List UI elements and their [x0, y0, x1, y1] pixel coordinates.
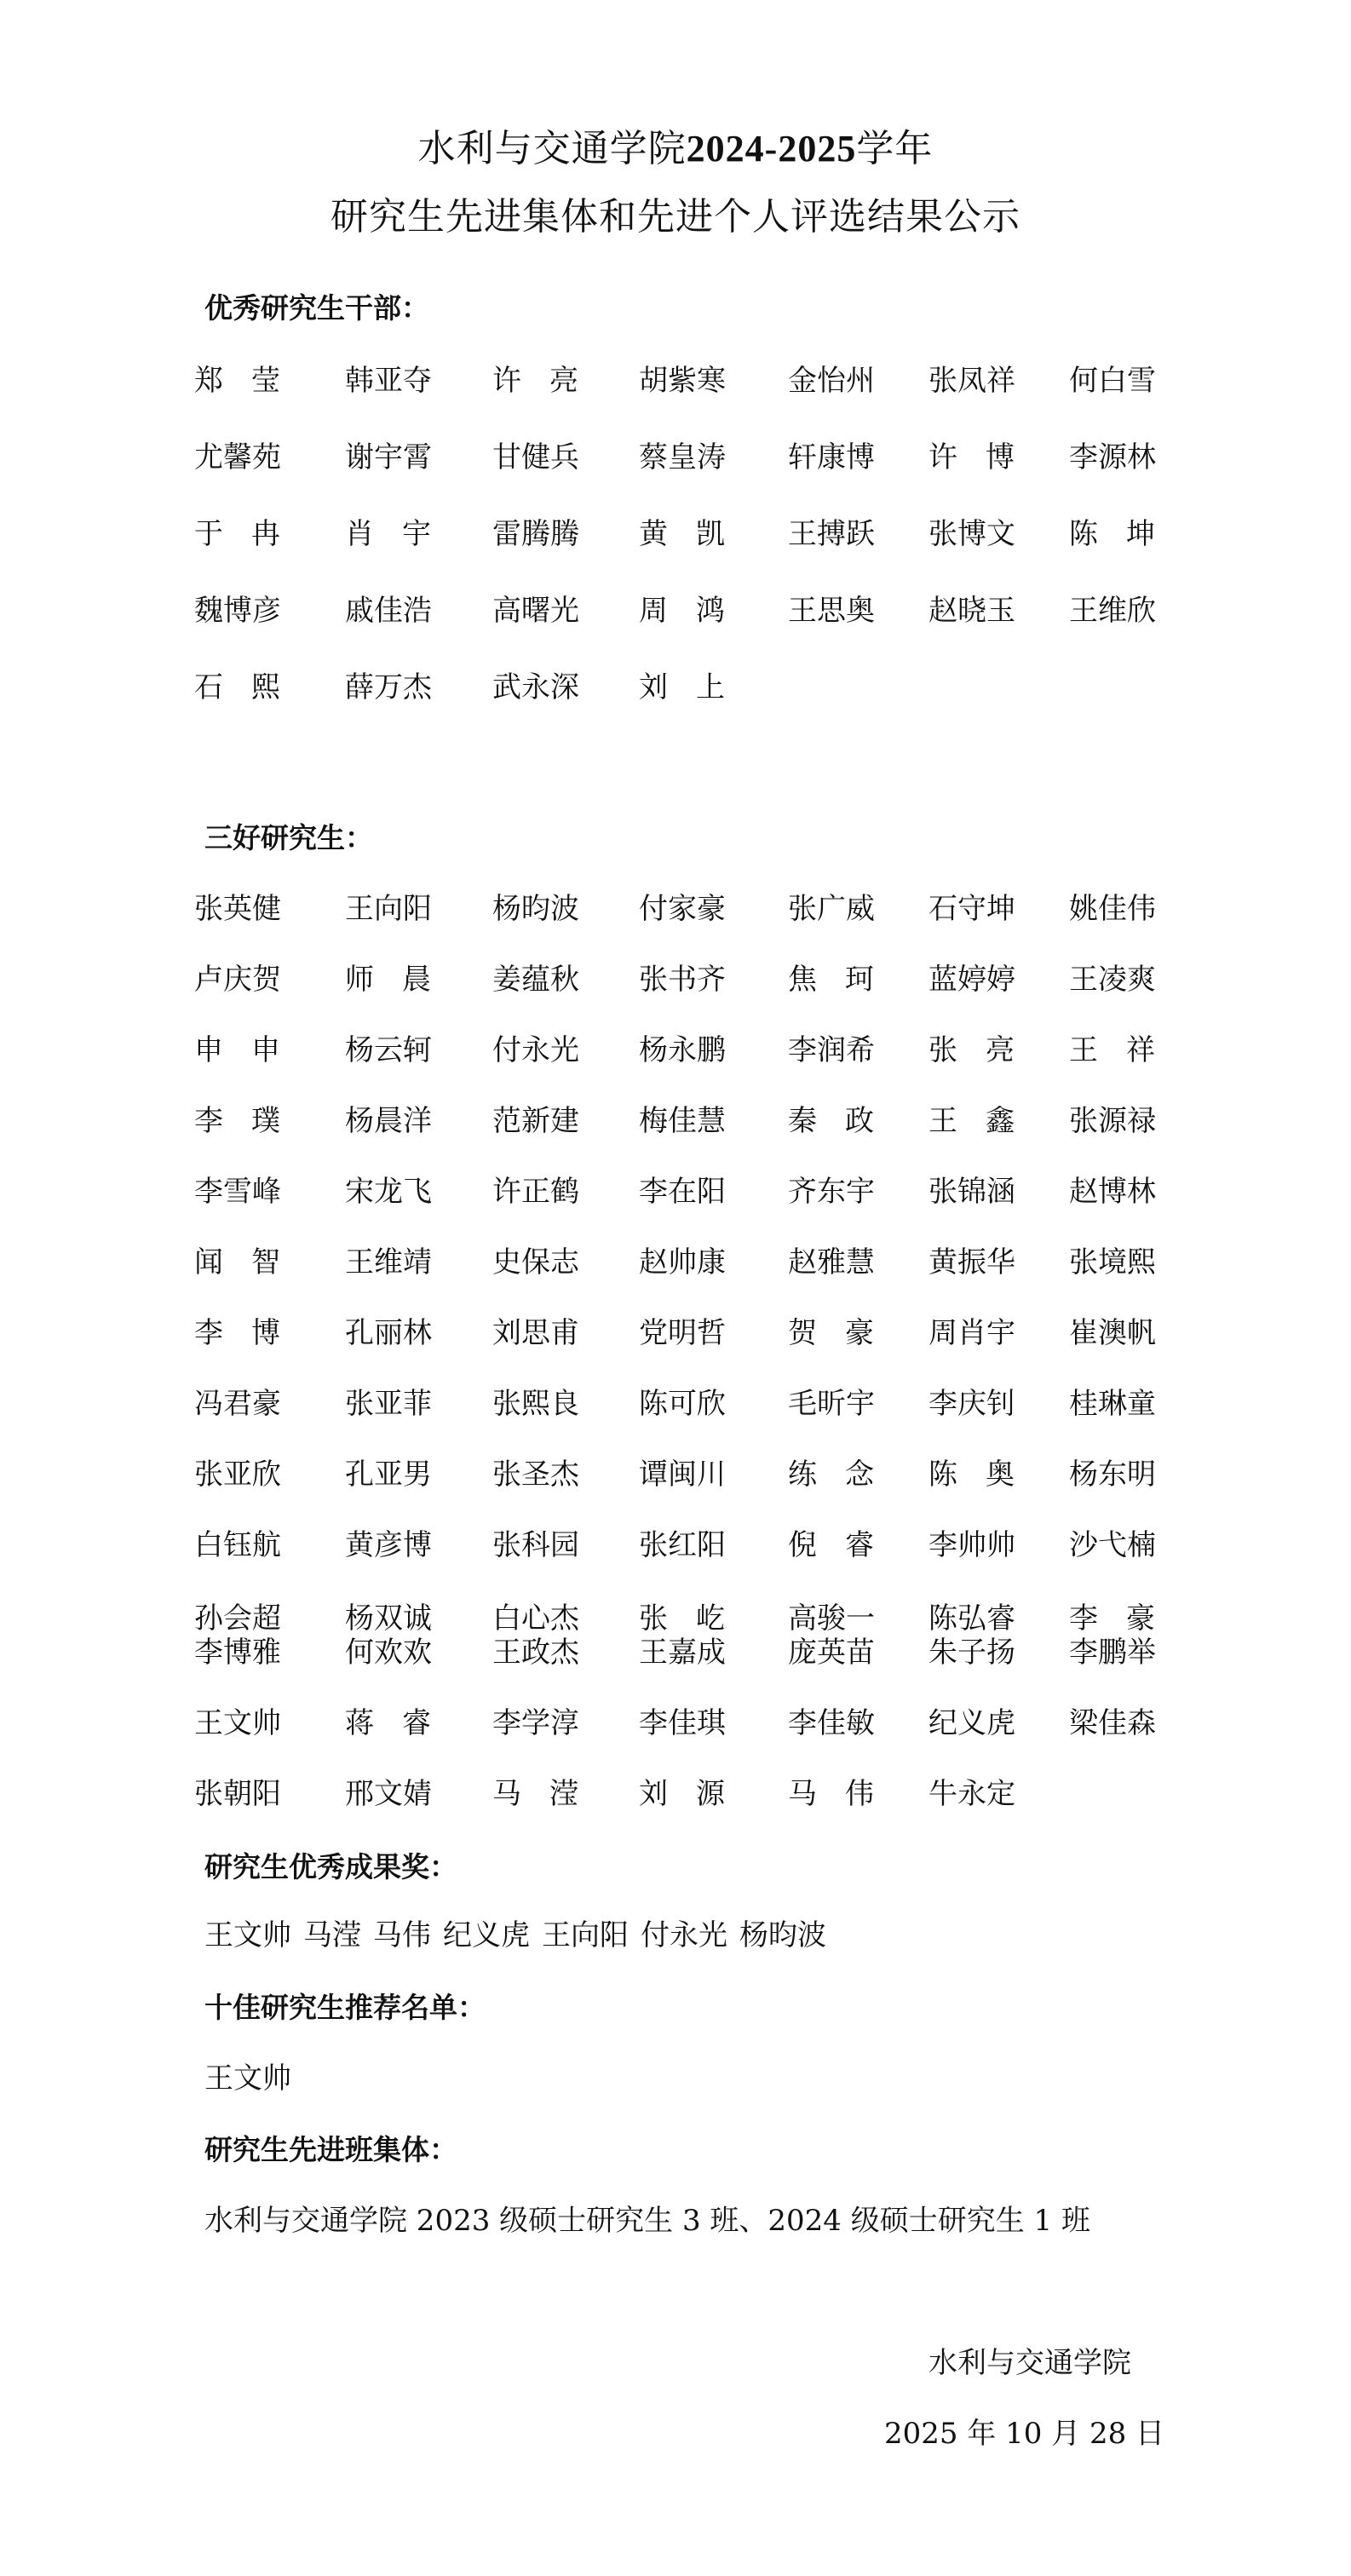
cadres-name: 周鸿 — [639, 594, 753, 628]
cadres-name: 于冉 — [194, 517, 308, 551]
three-good-name: 张朝阳 — [194, 1777, 281, 1811]
title-prefix: 水利与交通学院 — [417, 127, 687, 170]
three-good-name: 杨永鹏 — [639, 1033, 726, 1067]
cadres-heading: 优秀研究生干部： — [204, 291, 429, 325]
three-good-name: 杨东明 — [1069, 1458, 1156, 1492]
cadres-name: 王搏跃 — [788, 517, 875, 551]
cadres-name: 韩亚夺 — [345, 364, 432, 398]
three-good-name: 赵雅慧 — [788, 1245, 875, 1279]
cadres-name: 甘健兵 — [492, 440, 579, 474]
three-good-name: 蓝婷婷 — [928, 963, 1015, 997]
three-good-name: 张英健 — [194, 892, 281, 926]
cadres-name: 石熙 — [194, 670, 308, 704]
page-title-line2: 研究生先进集体和先进个人评选结果公示 — [331, 195, 1020, 239]
top-ten-heading: 十佳研究生推荐名单： — [204, 1991, 486, 2024]
three-good-name: 杨晨洋 — [345, 1104, 432, 1138]
cadres-name: 雷腾腾 — [492, 517, 579, 551]
three-good-name: 张亮 — [928, 1033, 1043, 1067]
three-good-name: 杨双诚 — [345, 1601, 432, 1636]
three-good-name: 张书齐 — [639, 963, 726, 997]
cadres-name: 张凤祥 — [928, 364, 1015, 398]
cadres-name: 谢宇霄 — [345, 440, 432, 474]
title-suffix: 学年 — [856, 127, 934, 170]
cadres-name: 许亮 — [492, 364, 607, 398]
three-good-name: 黄振华 — [928, 1245, 1015, 1279]
three-good-name: 纪义虎 — [928, 1706, 1015, 1740]
cadres-name: 许博 — [928, 440, 1043, 474]
three-good-name: 王向阳 — [345, 892, 432, 926]
three-good-name: 王鑫 — [928, 1104, 1043, 1138]
three-good-name: 周肖宇 — [928, 1316, 1015, 1350]
three-good-name: 朱子扬 — [928, 1636, 1015, 1670]
achievement-name: 付永光 — [641, 1918, 727, 1952]
three-good-name: 李庆钊 — [928, 1387, 1015, 1421]
three-good-name: 陈奥 — [928, 1458, 1043, 1492]
cadres-name: 刘上 — [639, 670, 753, 704]
three-good-name: 杨昀波 — [492, 892, 579, 926]
three-good-name: 马伟 — [788, 1777, 902, 1811]
three-good-name: 李博雅 — [194, 1636, 281, 1670]
three-good-name: 张亚菲 — [345, 1387, 432, 1421]
cadres-name: 何白雪 — [1069, 364, 1156, 398]
cadres-name: 戚佳浩 — [345, 594, 432, 628]
title-year: 2024-2025 — [686, 128, 857, 170]
three-good-name: 崔澳帆 — [1069, 1316, 1156, 1350]
three-good-name: 李豪 — [1069, 1601, 1183, 1636]
three-good-name: 梅佳慧 — [639, 1104, 726, 1138]
three-good-name: 秦政 — [788, 1104, 902, 1138]
page-title-line1 — [0, 124, 1351, 175]
three-good-name: 桂琳童 — [1069, 1387, 1156, 1421]
three-good-name: 黄彦博 — [345, 1528, 432, 1562]
three-good-name: 史保志 — [492, 1245, 579, 1279]
three-good-name: 刘思甫 — [492, 1316, 579, 1350]
three-good-name: 李鹏举 — [1069, 1636, 1156, 1670]
three-good-name: 许正鹤 — [492, 1175, 579, 1209]
cadres-name: 郑莹 — [194, 364, 308, 398]
cadres-name: 尤馨苑 — [194, 440, 281, 474]
top-ten-name: 王文帅 — [204, 2061, 291, 2096]
three-good-name: 梁佳森 — [1069, 1706, 1156, 1740]
classes-heading: 研究生先进班集体： — [204, 2133, 457, 2166]
three-good-name: 宋龙飞 — [345, 1175, 432, 1209]
achievement-name: 马伟 — [373, 1918, 431, 1952]
achievement-name: 纪义虎 — [443, 1918, 530, 1952]
cadres-name: 胡紫寒 — [639, 364, 726, 398]
cadres-name: 王思奥 — [788, 594, 875, 628]
three-good-name: 张源禄 — [1069, 1104, 1156, 1138]
three-good-name: 孔亚男 — [345, 1458, 432, 1492]
three-good-name: 李璞 — [194, 1104, 308, 1138]
three-good-name: 沙弋楠 — [1069, 1528, 1156, 1562]
cadres-name: 高曙光 — [492, 594, 579, 628]
achievement-name: 王向阳 — [542, 1918, 629, 1952]
three-good-name: 王文帅 — [194, 1706, 281, 1740]
three-good-name: 冯君豪 — [194, 1387, 281, 1421]
three-good-name: 马滢 — [492, 1777, 607, 1811]
top-ten-names — [204, 2060, 291, 2097]
three-good-name: 张锦涵 — [928, 1175, 1015, 1209]
three-good-name: 齐东宇 — [788, 1175, 875, 1209]
three-good-name: 张科园 — [492, 1528, 579, 1562]
achievement-name: 杨昀波 — [739, 1918, 826, 1952]
three-good-name: 赵博林 — [1069, 1175, 1156, 1209]
signature-org: 水利与交通学院 — [928, 2346, 1131, 2380]
three-good-name: 李佳琪 — [639, 1706, 726, 1740]
cadres-name: 王维欣 — [1069, 594, 1156, 628]
three-good-name: 王维靖 — [345, 1245, 432, 1279]
three-good-name: 孔丽林 — [345, 1316, 432, 1350]
cadres-name: 张博文 — [928, 517, 1015, 551]
three-good-name: 李学淳 — [492, 1706, 579, 1740]
three-good-name: 张亚欣 — [194, 1458, 281, 1492]
cadres-name: 肖宇 — [345, 517, 459, 551]
three-good-name: 邢文婧 — [345, 1777, 432, 1811]
cadres-name: 陈坤 — [1069, 517, 1183, 551]
three-good-name: 李博 — [194, 1316, 308, 1350]
three-good-name: 李雪峰 — [194, 1175, 281, 1209]
three-good-name: 石守坤 — [928, 892, 1015, 926]
three-good-name: 练念 — [788, 1458, 902, 1492]
three-good-name: 张圣杰 — [492, 1458, 579, 1492]
three-good-name: 王政杰 — [492, 1636, 579, 1670]
three-good-name: 李在阳 — [639, 1175, 726, 1209]
achievement-heading: 研究生优秀成果奖： — [204, 1850, 457, 1883]
three-good-name: 陈可欣 — [639, 1387, 726, 1421]
three-good-name: 蒋睿 — [345, 1706, 459, 1740]
cadres-name: 金怡州 — [788, 364, 875, 398]
three-good-name: 王祥 — [1069, 1033, 1183, 1067]
three-good-name: 姚佳伟 — [1069, 892, 1156, 926]
three-good-name: 张境熙 — [1069, 1245, 1156, 1279]
three-good-name: 范新建 — [492, 1104, 579, 1138]
cadres-name: 魏博彦 — [194, 594, 281, 628]
three-good-name: 李帅帅 — [928, 1528, 1015, 1562]
cadres-name: 轩康博 — [788, 440, 875, 474]
three-good-name: 刘源 — [639, 1777, 753, 1811]
three-good-name: 焦珂 — [788, 963, 902, 997]
three-good-name: 卢庆贺 — [194, 963, 281, 997]
achievement-name: 王文帅 — [204, 1918, 291, 1952]
achievement-name: 马滢 — [303, 1918, 361, 1952]
signature-date: 2025 年 10 月 28 日 — [884, 2417, 1165, 2451]
three-good-name: 庞英苗 — [788, 1636, 875, 1670]
three-good-name: 赵帅康 — [639, 1245, 726, 1279]
three-good-name: 付家豪 — [639, 892, 726, 926]
cadres-name: 武永深 — [492, 670, 579, 704]
achievement-names — [204, 1917, 838, 1954]
three-good-heading: 三好研究生： — [204, 821, 373, 854]
three-good-name: 孙会超 — [194, 1601, 281, 1636]
three-good-name: 陈弘睿 — [928, 1601, 1015, 1636]
three-good-name: 白钰航 — [194, 1528, 281, 1562]
three-good-name: 谭闽川 — [639, 1458, 726, 1492]
three-good-name: 王嘉成 — [639, 1636, 726, 1670]
three-good-name: 李佳敏 — [788, 1706, 875, 1740]
cadres-name: 黄凯 — [639, 517, 753, 551]
classes-text: 水利与交通学院 2023 级硕士研究生 3 班、2024 级硕士研究生 1 班 — [204, 2204, 1090, 2238]
three-good-name: 党明哲 — [639, 1316, 726, 1350]
three-good-name: 白心杰 — [492, 1601, 579, 1636]
cadres-name: 李源林 — [1069, 440, 1156, 474]
three-good-name: 张红阳 — [639, 1528, 726, 1562]
three-good-name: 牛永定 — [928, 1777, 1015, 1811]
three-good-name: 杨云轲 — [345, 1033, 432, 1067]
three-good-name: 倪睿 — [788, 1528, 902, 1562]
three-good-name: 何欢欢 — [345, 1636, 432, 1670]
three-good-name: 姜蕴秋 — [492, 963, 579, 997]
three-good-name: 张广威 — [788, 892, 875, 926]
three-good-name: 高骏一 — [788, 1601, 875, 1636]
three-good-name: 李润希 — [788, 1033, 875, 1067]
three-good-name: 张熙良 — [492, 1387, 579, 1421]
three-good-name: 闻智 — [194, 1245, 308, 1279]
three-good-name: 付永光 — [492, 1033, 579, 1067]
three-good-name: 申申 — [194, 1033, 308, 1067]
three-good-name: 毛昕宇 — [788, 1387, 875, 1421]
cadres-name: 赵晓玉 — [928, 594, 1015, 628]
three-good-name: 贺豪 — [788, 1316, 902, 1350]
three-good-name: 王凌爽 — [1069, 963, 1156, 997]
three-good-name: 师晨 — [345, 963, 459, 997]
cadres-name: 蔡皇涛 — [639, 440, 726, 474]
three-good-name: 张屹 — [639, 1601, 753, 1636]
cadres-name: 薛万杰 — [345, 670, 432, 704]
